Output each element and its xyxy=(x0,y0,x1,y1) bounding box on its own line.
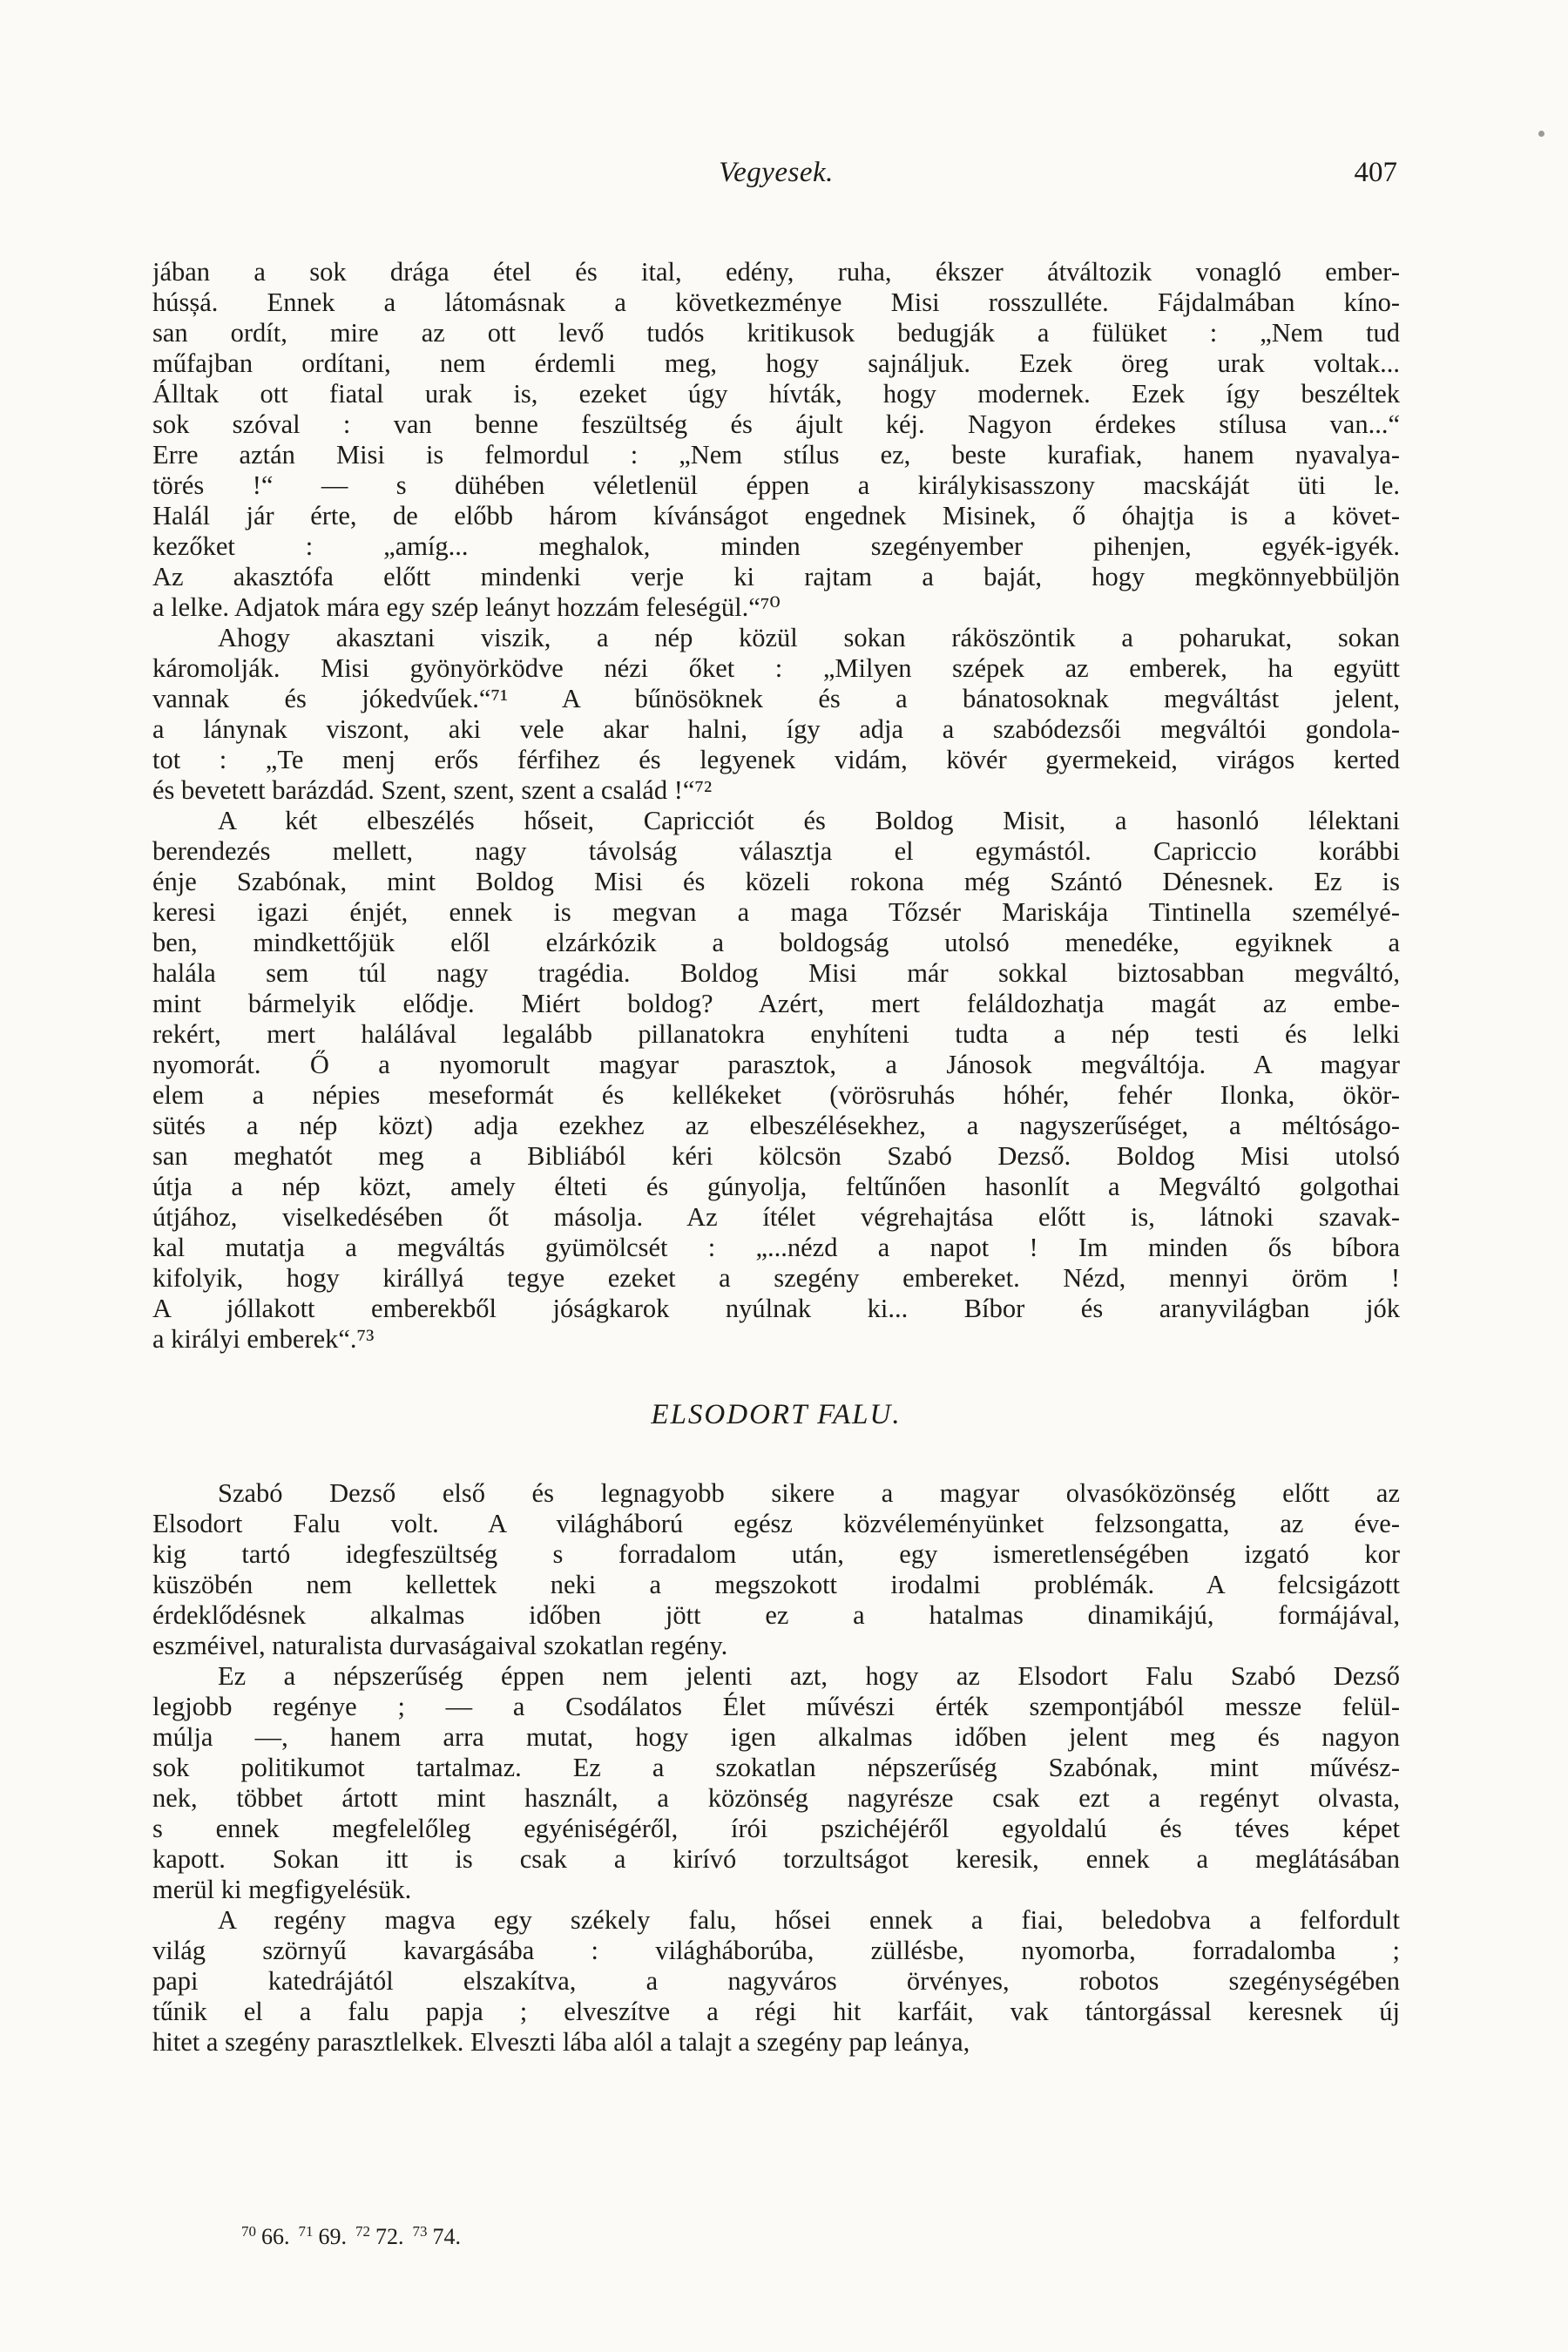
text-line: tűnik el a falu papja ; elveszítve a régi hit karfáit, vak tántorgással keresnek új xyxy=(152,1997,1400,2026)
text-line: kig tartó idegfeszültség s forradalom után, egy ismeretlenségében izgató kor xyxy=(152,1539,1400,1569)
text-line: elem a népies meseformát és kellékeket (vörösruhás hóhér, fehér Ilonka, ökör- xyxy=(152,1080,1400,1110)
text-line: útja a nép közt, amely élteti és gúnyolja, feltűnően hasonlít a Megváltó golgothai xyxy=(152,1172,1400,1201)
text-line: Ahogy akasztani viszik, a nép közül sokan ráköszöntik a poharukat, sokan xyxy=(218,623,1400,652)
text-line: húsșá. Ennek a látomásnak a következménye Misi rosszulléte. Fájdalmában kíno- xyxy=(152,287,1400,317)
text-line: törés !“ — s dühében véletlenül éppen a királykisasszony macskáját üti le. xyxy=(152,470,1400,500)
text-line: Elsodort Falu volt. A világháború egész közvéleményünket felzsongatta, az éve- xyxy=(152,1509,1400,1538)
footnote-text: 69. xyxy=(318,2224,347,2249)
text-line: san meghatót meg a Bibliából kéri kölcsön Szabó Dezső. Boldog Misi utolsó xyxy=(152,1141,1400,1171)
text-line: sütés a nép közt) adja ezekhez az elbeszélésekhez, a nagyszerűséget, a méltóságo- xyxy=(152,1111,1400,1140)
text-line: mint bármelyik elődje. Miért boldog? Azért, mert feláldozhatja magát az embe- xyxy=(152,989,1400,1018)
footnote xyxy=(355,2224,404,2249)
paragraph xyxy=(152,1478,1400,1661)
footnote xyxy=(241,2224,290,2249)
paragraph xyxy=(152,257,1400,623)
text-line: A két elbeszélés hőseit, Capricciót és Boldog Misit, a hasonló lélektani xyxy=(218,806,1400,835)
text-line: nyomorát. Ő a nyomorult magyar parasztok, a Jánosok megváltója. A magyar xyxy=(152,1050,1400,1079)
footnote-mark: 70 xyxy=(241,2223,256,2240)
text-line: és bevetett barázdád. Szent, szent, szent a család !“⁷² xyxy=(152,775,713,805)
footnote-mark: 73 xyxy=(412,2223,428,2240)
text-line: Az akasztófa előtt mindenki verje ki rajtam a baját, hogy megkönnyebbüljön xyxy=(152,562,1400,591)
text-line: halála sem túl nagy tragédia. Boldog Misi már sokkal biztosabban megváltó, xyxy=(152,958,1400,988)
paragraph xyxy=(152,806,1400,1355)
footnote-text: 66. xyxy=(261,2224,290,2249)
paragraph xyxy=(152,623,1400,806)
text-line: a lánynak viszont, aki vele akar halni, így adja a szabódezsői megváltói gondola- xyxy=(152,714,1400,744)
text-line: sok politikumot tartalmaz. Ez a szokatlan népszerűség Szabónak, mint művész- xyxy=(152,1753,1400,1782)
body-text xyxy=(152,257,1400,2058)
text-line: jában a sok drága étel és ital, edény, ruha, ékszer átváltozik vonagló ember- xyxy=(152,257,1400,287)
page-number: 407 xyxy=(1354,157,1397,188)
footnote-text: 72. xyxy=(375,2224,404,2249)
text-line: hitet a szegény parasztlelkek. Elveszti lába alól a talajt a szegény pap leánya, xyxy=(152,2027,970,2057)
text-line: A regény magva egy székely falu, hősei ennek a fiai, beledobva a felfordult xyxy=(218,1905,1400,1935)
text-line: útjához, viselkedésében őt másolja. Az ítélet végrehajtása előtt is, látnoki szavak- xyxy=(152,1202,1400,1232)
text-line: kal mutatja a megváltás gyümölcsét : „...nézd a napot ! Im minden ős bíbora xyxy=(152,1233,1400,1262)
footnote-mark: 72 xyxy=(355,2223,370,2240)
text-line: s ennek megfelelőleg egyéniségéről, írói pszichéjéről egyoldalú és téves képet xyxy=(152,1814,1400,1843)
text-line: Halál jár érte, de előbb három kívánságot engednek Misinek, ő óhajtja is a követ- xyxy=(152,501,1400,531)
text-line: tot : „Te menj erős férfihez és legyenek vidám, kövér gyermekeid, virágos kerted xyxy=(152,745,1400,774)
text-line: keresi igazi énjét, ennek is megvan a maga Tőzsér Mariskája Tintinella személyé- xyxy=(152,897,1400,927)
text-line: legjobb regénye ; — a Csodálatos Élet művészi érték szempontjából messze felül- xyxy=(152,1692,1400,1721)
section-heading: ELSODORT FALU. xyxy=(651,1399,902,1430)
text-line: küszöbén nem kellettek neki a megszokott irodalmi problémák. A felcsigázott xyxy=(152,1570,1400,1599)
text-line: rekért, mert halálával legalább pillanatokra enyhíteni tudta a nép testi és lelki xyxy=(152,1019,1400,1049)
text-line: nek, többet ártott mint használt, a közönség nagyrésze csak ezt a regényt olvasta, xyxy=(152,1783,1400,1813)
running-head xyxy=(155,157,1397,200)
text-line: a lelke. Adjatok mára egy szép leányt hozzám feleségül.“⁷⁰ xyxy=(152,592,781,622)
text-line: kezőket : „amíg... meghalok, minden szegényember pihenjen, egyék-igyék. xyxy=(152,531,1400,561)
text-line: Szabó Dezső első és legnagyobb sikere a magyar olvasóközönség előtt az xyxy=(218,1478,1400,1508)
text-line: ben, mindkettőjük elől elzárkózik a boldogság utolsó menedéke, egyiknek a xyxy=(152,928,1400,957)
paragraph xyxy=(152,1905,1400,2058)
text-line: káromolják. Misi gyönyörködve nézi őket : „Milyen szépek az emberek, ha együtt xyxy=(152,653,1400,683)
paragraph xyxy=(152,1661,1400,1905)
text-line: san ordít, mire az ott levő tudós kritikusok bedugják a fülüket : „Nem tud xyxy=(152,318,1400,348)
text-line: Ez a népszerűség éppen nem jelenti azt, hogy az Elsodort Falu Szabó Dezső xyxy=(218,1661,1400,1691)
footnote-mark: 71 xyxy=(298,2223,314,2240)
text-line: Álltak ott fiatal urak is, ezeket úgy hívták, hogy modernek. Ezek így beszéltek xyxy=(152,379,1400,409)
text-line: A jóllakott emberekből jóságkarok nyúlnak ki... Bíbor és aranyvilágban jók xyxy=(152,1294,1400,1323)
scan-speck xyxy=(1538,131,1544,137)
text-line: érdeklődésnek alkalmas időben jött ez a hatalmas dinamikájú, formájával, xyxy=(152,1600,1400,1630)
text-line: Erre aztán Misi is felmordul : „Nem stílus ez, beste kurafiak, hanem nyavalya- xyxy=(152,440,1400,470)
footnote xyxy=(299,2224,348,2249)
text-line: múlja —, hanem arra mutat, hogy igen alkalmas időben jelent meg és nagyon xyxy=(152,1722,1400,1752)
text-line: papi katedrájától elszakítva, a nagyváros örvényes, robotos szegénységében xyxy=(152,1966,1400,1996)
text-line: berendezés mellett, nagy távolság választja el egymástól. Capriccio korábbi xyxy=(152,836,1400,866)
text-line: műfajban ordítani, nem érdemli meg, hogy sajnáljuk. Ezek öreg urak voltak... xyxy=(152,348,1400,378)
footnote xyxy=(413,2224,462,2249)
text-line: kapott. Sokan itt is csak a kirívó torzultságot keresik, ennek a meglátásában xyxy=(152,1844,1400,1874)
text-line: merül ki megfigyelésük. xyxy=(152,1875,412,1904)
text-line: kifolyik, hogy királlyá tegye ezeket a szegény embereket. Nézd, mennyi öröm ! xyxy=(152,1263,1400,1293)
running-title: Vegyesek. xyxy=(719,157,834,188)
footnote-text: 74. xyxy=(432,2224,461,2249)
text-line: énje Szabónak, mint Boldog Misi és közeli rokona még Szántó Dénesnek. Ez is xyxy=(152,867,1400,896)
text-line: a királyi emberek“.⁷³ xyxy=(152,1324,375,1354)
text-line: világ szörnyű kavargásába : világháborúba, züllésbe, nyomorba, forradalomba ; xyxy=(152,1936,1400,1965)
footnotes xyxy=(241,2223,470,2250)
text-line: vannak és jókedvűek.“⁷¹ A bűnösöknek és a bánatosoknak megváltást jelent, xyxy=(152,684,1400,713)
text-line: sok szóval : van benne feszültség és ájult kéj. Nagyon érdekes stílusa van...“ xyxy=(152,409,1400,439)
text-line: eszméivel, naturalista durvaságaival szokatlan regény. xyxy=(152,1631,728,1660)
